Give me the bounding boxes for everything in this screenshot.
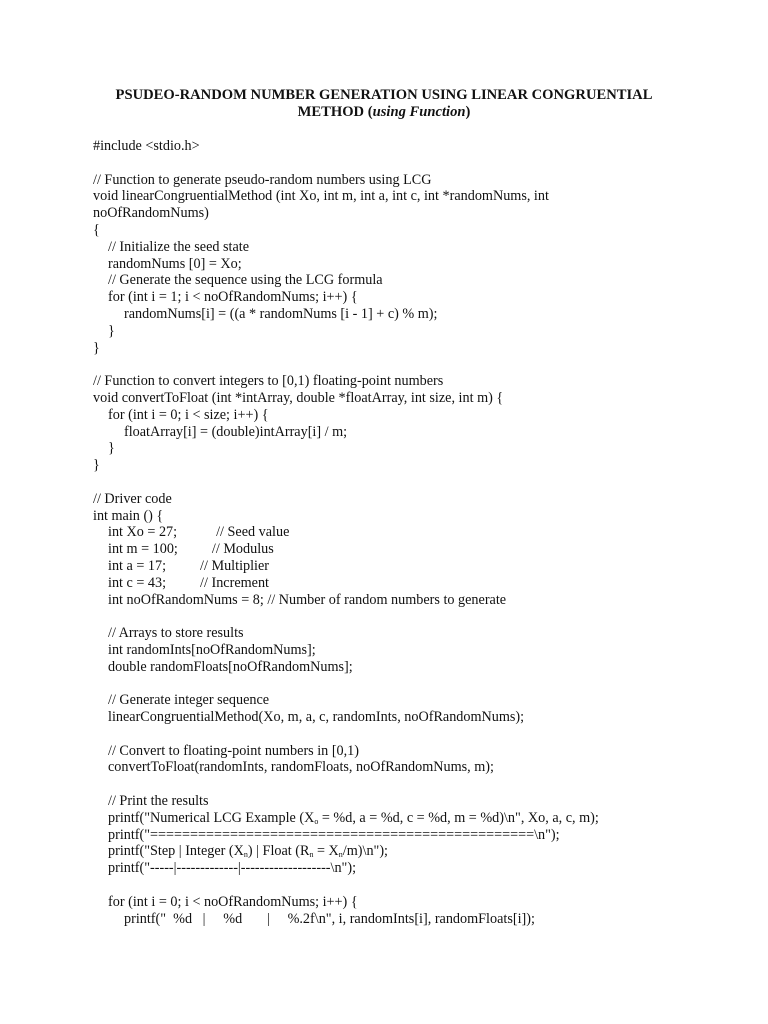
code-line: floatArray[i] = (double)intArray[i] / m; <box>124 423 348 440</box>
blank-line <box>93 155 713 172</box>
code-listing <box>93 138 713 927</box>
printf-3-part: ) | Float (R <box>247 843 310 860</box>
code-line: } <box>93 457 100 474</box>
printf-1-start: printf("Numerical LCG Example (X <box>108 809 315 826</box>
decl-c: int c = 43; <box>108 574 167 591</box>
blank-line <box>93 474 713 491</box>
code-line: for (int i = 0; i < noOfRandomNums; i++) { <box>108 893 358 910</box>
code-line: for (int i = 1; i < noOfRandomNums; i++) { <box>108 289 358 306</box>
code-line <box>93 524 713 541</box>
decl-m-comment: // Modulus <box>211 541 274 558</box>
blank-line <box>93 877 713 894</box>
code-line: void convertToFloat (int *intArray, double *floatArray, int size, int m) { <box>93 389 504 406</box>
title-line-2 <box>60 104 708 121</box>
blank-line <box>93 676 713 693</box>
code-line <box>93 541 713 558</box>
code-line: randomNums [0] = Xo; <box>108 255 242 272</box>
code-line: printf("================================================\n"); <box>108 826 560 843</box>
code-line: } <box>108 322 115 339</box>
decl-c-comment: // Increment <box>200 574 269 591</box>
code-line: { <box>93 221 100 238</box>
code-comment: // Function to convert integers to [0,1) floating-point numbers <box>93 373 444 390</box>
decl-xo-comment: // Seed value <box>216 524 290 541</box>
decl-a: int a = 17; <box>108 557 167 574</box>
code-comment: // Convert to floating-point numbers in [0,1) <box>108 742 360 759</box>
code-comment: // Generate the sequence using the LCG formula <box>108 272 383 289</box>
code-line: } <box>108 440 115 457</box>
code-line: linearCongruentialMethod(Xo, m, a, c, randomInts, noOfRandomNums); <box>108 709 525 726</box>
title-line-1: PSUDEO-RANDOM NUMBER GENERATION USING LINEAR CONGRUENTIAL <box>115 87 653 103</box>
code-line: int main () { <box>93 507 164 524</box>
printf-3-part: printf("Step | Integer (X <box>108 843 244 860</box>
code-comment: // Initialize the seed state <box>108 238 250 255</box>
code-line: for (int i = 0; i < size; i++) { <box>108 406 269 423</box>
title-line-2-start: METHOD ( <box>297 104 373 120</box>
printf-1-subscript: o <box>314 816 319 826</box>
title-line-2-emphasis: using Function <box>372 104 466 120</box>
code-comment: // Driver code <box>93 490 172 507</box>
code-line: void linearCongruentialMethod (int Xo, int m, int a, int c, int *randomNums, int <box>93 188 549 205</box>
printf-3-part: /m)\n"); <box>342 843 388 860</box>
page-title <box>60 87 708 121</box>
printf-3-subscript: n <box>338 850 343 860</box>
code-line <box>93 810 713 827</box>
code-line: double randomFloats[noOfRandomNums]; <box>108 658 353 675</box>
code-line <box>93 843 713 860</box>
code-line: #include <stdio.h> <box>93 138 200 154</box>
blank-line <box>93 726 713 743</box>
decl-a-comment: // Multiplier <box>200 557 270 574</box>
code-line <box>93 575 713 592</box>
code-line: int randomInts[noOfRandomNums]; <box>108 641 316 658</box>
code-comment: // Function to generate pseudo-random numbers using LCG <box>93 171 432 188</box>
title-line-2-end: ) <box>465 104 471 120</box>
printf-3-subscript: n <box>309 850 314 860</box>
code-comment: // Arrays to store results <box>108 625 244 642</box>
code-line: printf(" %d | %d | %.2f\n", i, randomInts[i], randomFloats[i]); <box>124 910 535 927</box>
blank-line <box>93 776 713 793</box>
code-line: } <box>93 339 100 356</box>
printf-3-subscript: n <box>243 850 248 860</box>
decl-m: int m = 100; <box>108 541 178 558</box>
code-line <box>93 558 713 575</box>
code-line: printf("-----|-------------|-------------------\n"); <box>108 860 357 877</box>
code-line: noOfRandomNums) <box>93 205 209 222</box>
code-line: convertToFloat(randomInts, randomFloats, noOfRandomNums, m); <box>108 759 494 776</box>
printf-3-part: = X <box>313 843 339 860</box>
decl-xo: int Xo = 27; <box>108 524 178 541</box>
printf-1-end: = %d, a = %d, c = %d, m = %d)\n", Xo, a, c, m); <box>318 809 599 826</box>
code-comment: // Generate integer sequence <box>108 692 270 709</box>
blank-line <box>93 608 713 625</box>
code-line: randomNums[i] = ((a * randomNums [i - 1] + c) % m); <box>124 305 438 322</box>
code-comment: // Print the results <box>108 793 209 810</box>
blank-line <box>93 356 713 373</box>
code-line: int noOfRandomNums = 8; // Number of random numbers to generate <box>108 591 507 608</box>
